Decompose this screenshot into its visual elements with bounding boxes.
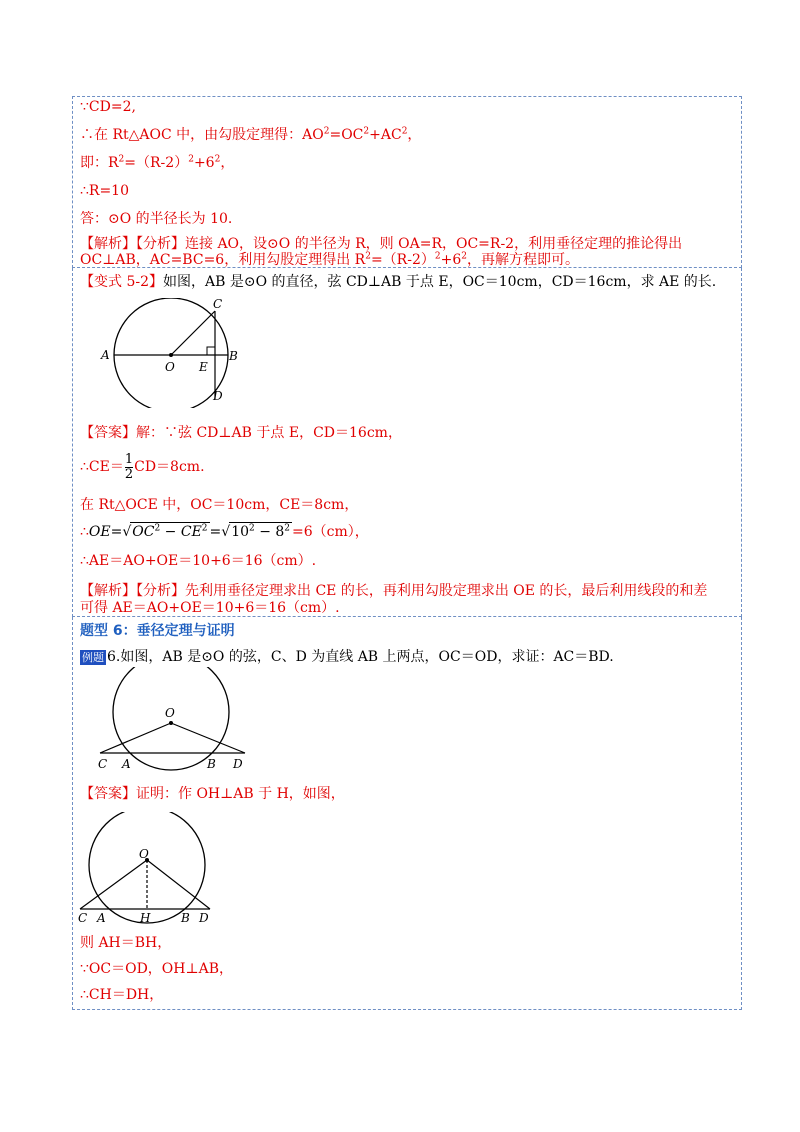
section-title: 题型 6：垂径定理与证明 xyxy=(80,623,235,639)
label-b: B xyxy=(229,349,238,363)
step-ce: ∴CE＝ $\frac{1}{2}$ CD＝8cm. xyxy=(80,451,205,482)
chord-proof-figure xyxy=(75,812,215,924)
variant-answer: 【答案】解：∵弦 CD⊥AB 于点 E，CD＝16cm， xyxy=(80,425,402,441)
label-o: O xyxy=(165,360,175,374)
label-b3: B xyxy=(181,911,190,924)
label-d: D xyxy=(213,389,223,403)
analysis-line1: 【解析】【分析】连接 AO，设⊙O 的半径为 R，则 OA=R，OC=R-2，利用垂径定理的推论得出 xyxy=(80,236,683,252)
label-a: A xyxy=(101,348,110,362)
variant-analysis2: 可得 AE＝AO+OE＝10+6＝16（cm）. xyxy=(80,600,340,616)
proof-step3: ∴CH＝DH， xyxy=(80,987,164,1003)
variant-problem: 【变式 5-2】如图，AB 是⊙O 的直径，弦 CD⊥AB 于点 E，OC＝10cm，CD＝16cm，求 AE 的长. xyxy=(80,274,717,290)
label-e: E xyxy=(199,360,208,374)
label-o2: O xyxy=(165,706,175,720)
proof-step2: ∵OC＝OD，OH⊥AB， xyxy=(80,961,234,977)
variant-analysis1: 【解析】【分析】先利用垂径定理求出 CE 的长，再利用勾股定理求出 OE 的长，最后利用线段的和差 xyxy=(80,583,708,599)
analysis-line2: OC⊥AB，AC=BC=6，利用勾股定理得出 $R^2=(R-2)^2+6^2$，再解方程即可。 xyxy=(80,251,579,268)
label-a3: A xyxy=(97,911,106,924)
label-c2: C xyxy=(98,757,108,771)
chord-figure xyxy=(95,667,255,777)
label-o3: O xyxy=(139,847,149,861)
example-badge: 例题 xyxy=(82,651,104,664)
label-d2: D xyxy=(233,757,243,771)
label-b2: B xyxy=(207,757,216,771)
example-problem: 例题 6.如图，AB 是⊙O 的弦，C、D 为直线 AB 上两点，OC＝OD，求证：AC＝BD. xyxy=(82,649,614,665)
step-pythagoras: ∴在 Rt△AOC 中，由勾股定理得：$AO^2=OC^2+AC^2$， xyxy=(80,126,422,143)
example-answer: 【答案】证明：作 OH⊥AB 于 H，如图， xyxy=(80,786,345,802)
label-c3: C xyxy=(78,911,88,924)
step-answer: 答：⊙O 的半径长为 10. xyxy=(80,211,233,227)
step-cd: ∵CD=2, xyxy=(80,99,136,115)
label-a2: A xyxy=(122,757,131,771)
step-oe: $\therefore OE=√OC^2 - CE^2 =√10^2 - 8^2 =6(cm)$， xyxy=(80,523,369,540)
label-h3: H xyxy=(140,911,151,924)
step-ae: ∴AE＝AO+OE＝10+6＝16（cm）. xyxy=(80,553,317,569)
step-rt-oce: 在 Rt△OCE 中，OC＝10cm，CE＝8cm， xyxy=(80,497,359,513)
label-c: C xyxy=(213,298,223,311)
step-equation: 即：$R^2=(R-2)^2+6^2$， xyxy=(80,154,235,171)
label-d3: D xyxy=(199,911,209,924)
circle-diameter-figure xyxy=(95,298,245,408)
step-r: ∴R=10 xyxy=(80,183,129,199)
proof-step1: 则 AH＝BH， xyxy=(80,935,172,951)
